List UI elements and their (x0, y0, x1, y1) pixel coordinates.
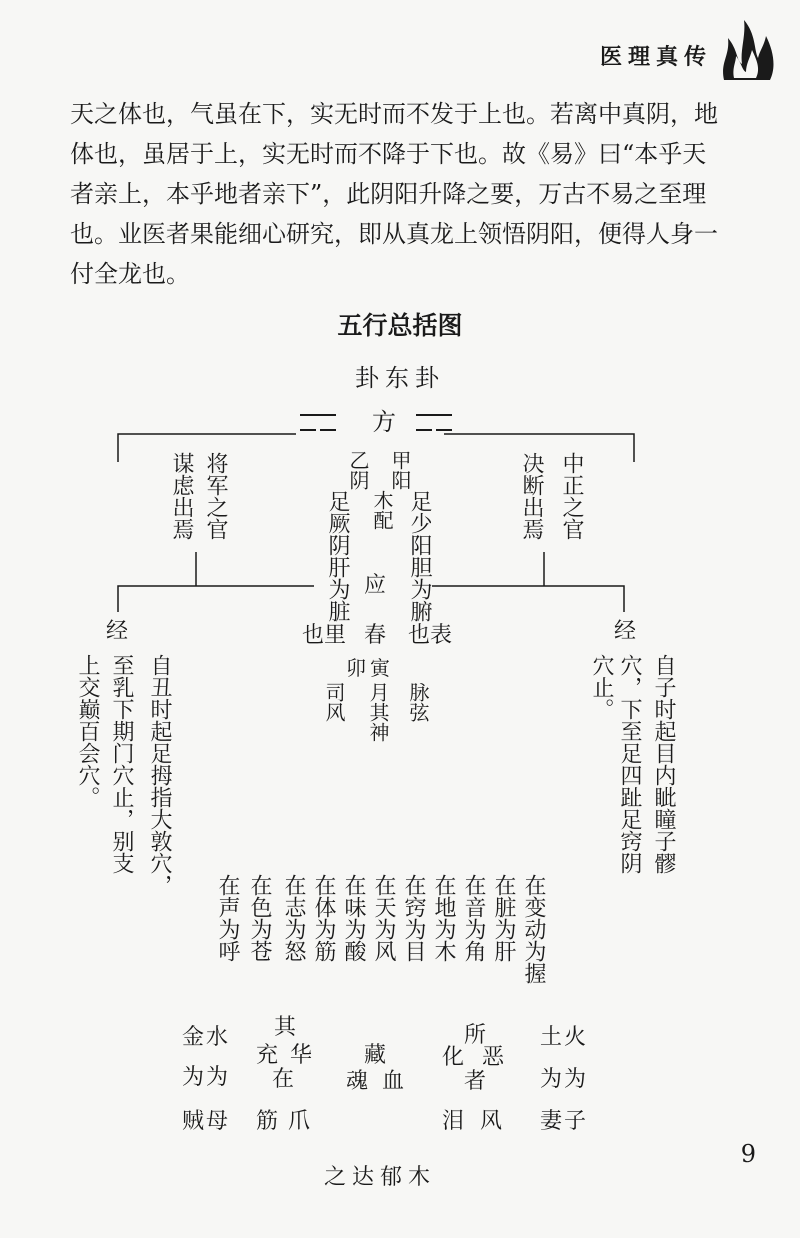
correspondence-col: 在色为苍 (247, 874, 272, 962)
trigram-icon (300, 414, 336, 428)
correspondence-col: 在声为呼 (215, 874, 240, 962)
cang-text: 魂 (346, 1069, 369, 1094)
correspondence-col: 在音为角 (461, 874, 486, 962)
officer-text: 将军之官 (203, 452, 228, 540)
correspondence-col: 在窍为目 (401, 874, 426, 962)
wu-text: 风 (480, 1109, 503, 1134)
center-text: 甲阳 (388, 450, 412, 490)
correspondence-col: 在体为筋 (311, 874, 336, 962)
correspondence-col: 在天为风 (371, 874, 396, 962)
qi-text: 在 (272, 1067, 295, 1092)
suo-text: 者 (464, 1069, 487, 1094)
correspondence-col: 在味为酸 (341, 874, 366, 962)
center-text: 木配 (370, 490, 394, 530)
meridian-label: 经 (106, 619, 129, 644)
meridian-text: 穴，下至足四趾足窍阴 (617, 654, 642, 874)
center-text: 足厥阴肝为脏 (325, 490, 350, 622)
paragraph-line: 天之体也，气虽在下，实无时而不发于上也。若离中真阴，地 (70, 100, 718, 128)
paragraph-line: 体也，虽居于上，实无时而不降于下也。故《易》曰“本乎天 (70, 140, 707, 168)
biao-label: 也表 (408, 623, 453, 648)
correspondence-col: 在志为怒 (281, 874, 306, 962)
relation-text: 妻子 (540, 1109, 589, 1134)
correspondence-col: 在变动为握 (521, 874, 546, 984)
trigram-icon (416, 414, 452, 428)
paragraph-line: 也。业医者果能细心研究，即从真龙上领悟阴阳，便得人身一 (70, 220, 718, 248)
li-label: 也里 (302, 623, 347, 648)
fang-label: 方 (372, 408, 396, 436)
qi-text: 筋 (256, 1109, 279, 1134)
correspondence-col: 在地为木 (431, 874, 456, 962)
center-text: 足少阳胆为腑 (407, 490, 432, 622)
officer-text: 决断出焉 (519, 452, 544, 540)
relation-text: 金水 (182, 1025, 231, 1050)
suo-text: 所 (464, 1023, 487, 1048)
center-text: 月其神 (366, 682, 390, 742)
qi-text: 充 (256, 1043, 279, 1068)
meridian-text: 穴止。 (589, 654, 614, 720)
officer-text: 谋虑出焉 (169, 452, 194, 540)
relation-text: 为为 (540, 1067, 589, 1092)
branch-label: 卯寅 (346, 656, 394, 680)
page-number: 9 (740, 1140, 756, 1168)
center-text: 脉弦 (406, 682, 430, 722)
meridian-text: 至乳下期门穴止，别支 (109, 654, 134, 874)
paragraph-line: 者亲上，本乎地者亲下”，此阴阳升降之要，万古不易之至理 (70, 180, 707, 208)
center-text: 司风 (322, 682, 346, 722)
center-text: 乙阴 (346, 450, 370, 490)
cang-text: 血 (382, 1069, 405, 1094)
relation-text: 贼母 (182, 1109, 231, 1134)
trigram-label: 卦东卦 (355, 364, 445, 392)
officer-text: 中正之官 (559, 452, 584, 540)
meridian-text: 自丑时起足拇指大敦穴， (147, 654, 172, 896)
hua-text: 爪 (288, 1109, 311, 1134)
relation-text: 为为 (182, 1065, 231, 1090)
diagram-title: 五行总括图 (337, 311, 463, 340)
paragraph-line: 付全龙也。 (70, 260, 190, 288)
relation-text: 土火 (540, 1025, 589, 1050)
meridian-text: 上交巅百会穴。 (75, 654, 100, 808)
meridian-text: 自子时起目内眦瞳子髎 (651, 654, 676, 874)
qi-text: 其 (274, 1015, 297, 1040)
spring-label: 春 (364, 623, 387, 648)
center-text: 应 (364, 573, 387, 598)
suo-text: 泪 (442, 1109, 465, 1134)
running-header: 医理真传 (599, 45, 712, 70)
footer-phrase: 之达郁木 (324, 1165, 437, 1190)
cang-text: 藏 (364, 1043, 387, 1068)
correspondence-col: 在脏为肝 (491, 874, 516, 962)
meridian-label: 经 (614, 619, 637, 644)
suo-text: 化 (442, 1045, 465, 1070)
hua-text: 华 (290, 1043, 313, 1068)
wu-text: 恶 (482, 1045, 505, 1070)
